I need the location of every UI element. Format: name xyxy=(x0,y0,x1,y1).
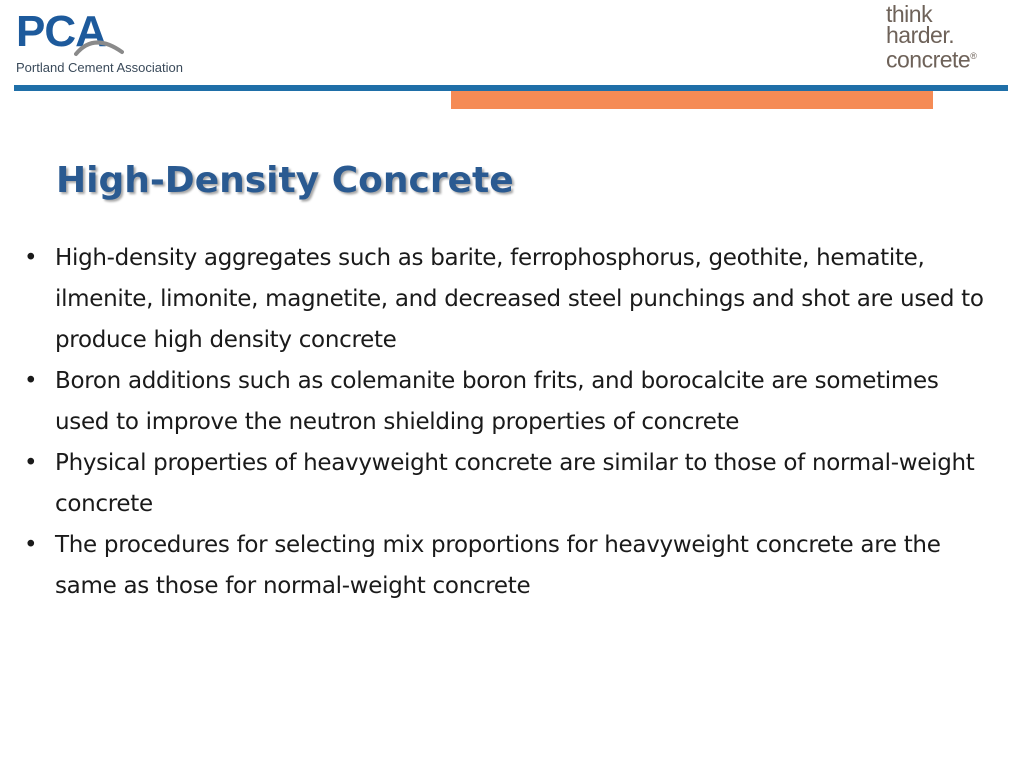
bullet-text: Boron additions such as colemanite boron frits, and borocalcite are sometimes used to improve the neutron shielding properties of concrete xyxy=(55,368,939,435)
bullet-dot-icon: • xyxy=(24,368,38,394)
pca-swoosh-icon xyxy=(74,30,124,58)
pca-logo-subtitle: Portland Cement Association xyxy=(16,60,183,75)
bullet-dot-icon: • xyxy=(24,245,38,271)
bullet-item xyxy=(24,361,999,443)
think-harder-concrete-logo xyxy=(886,1,1016,76)
bullet-list xyxy=(24,238,999,607)
bullet-item xyxy=(24,443,999,525)
bullet-item xyxy=(24,238,999,361)
pca-mark xyxy=(14,8,124,56)
header-rule-orange xyxy=(451,91,933,109)
bullet-dot-icon: • xyxy=(24,532,38,558)
logo-line-think: think xyxy=(886,1,933,27)
pca-logo xyxy=(14,8,194,80)
bullet-text: Physical properties of heavyweight concrete are similar to those of normal-weight concrete xyxy=(55,450,975,517)
pca-logo-letters: PCA xyxy=(16,7,106,56)
registered-mark: ® xyxy=(970,51,977,61)
logo-line-concrete xyxy=(886,46,1016,71)
bullet-dot-icon: • xyxy=(24,450,38,476)
bullet-text: The procedures for selecting mix proportions for heavyweight concrete are the same as those for normal-weight concrete xyxy=(55,532,941,599)
slide-title: High-Density Concrete xyxy=(56,160,514,201)
logo-word-concrete: concrete xyxy=(886,46,971,73)
bullet-item xyxy=(24,525,999,607)
logo-line-harder: harder. xyxy=(886,22,955,48)
bullet-text: High-density aggregates such as barite, ferrophosphorus, geothite, hematite, ilmenite, limonite, magnetite, and decreased steel punchings and shot are used to produce high density concrete xyxy=(55,245,984,353)
